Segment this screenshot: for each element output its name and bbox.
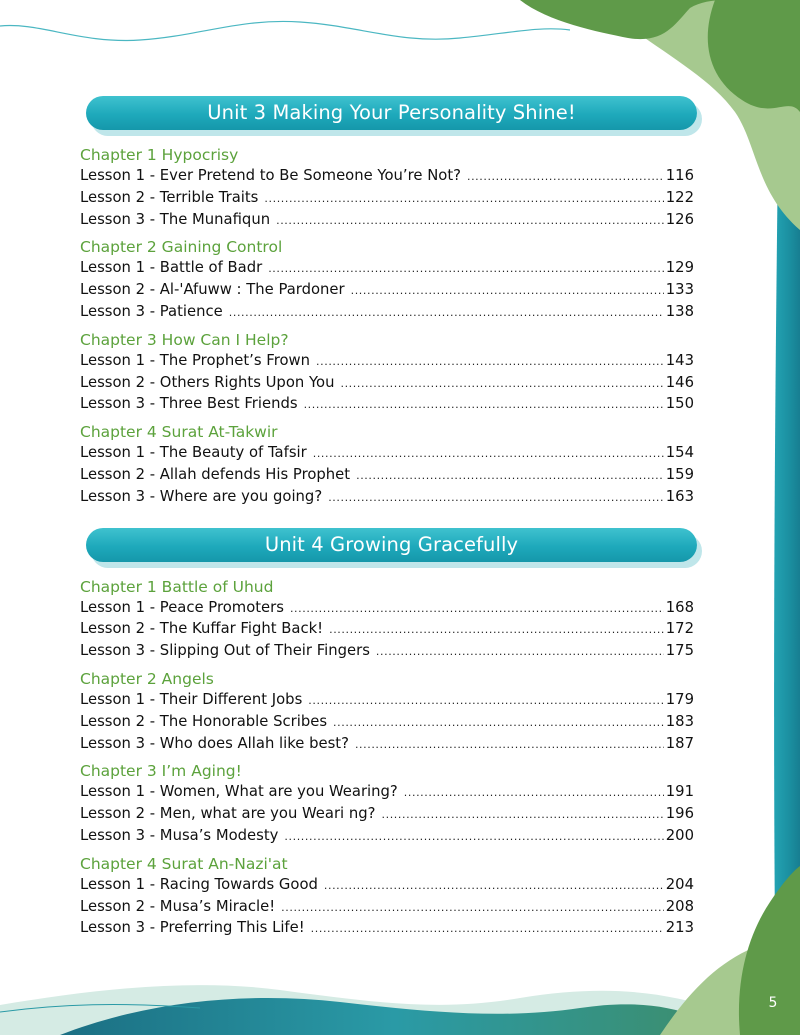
- dot-leader: [308, 690, 663, 712]
- lesson-entry[interactable]: [80, 301, 694, 323]
- lesson-page-number: 146: [665, 373, 694, 391]
- lesson-entry[interactable]: [80, 279, 694, 301]
- bottom-wave-shapes: [0, 985, 730, 1035]
- lesson-page-number: 175: [665, 642, 694, 660]
- lesson-entry[interactable]: [80, 372, 694, 394]
- lesson-entry[interactable]: [80, 689, 694, 711]
- lesson-page-number: 150: [665, 395, 694, 413]
- dot-leader: [467, 166, 664, 188]
- chapter-block: [80, 331, 694, 415]
- lesson-page-number: 196: [665, 805, 694, 823]
- chapter-title: Chapter 3 I’m Aging!: [80, 762, 242, 781]
- lesson-title: Lesson 1 - Racing Towards Good: [80, 875, 318, 893]
- dot-leader: [404, 782, 664, 804]
- lesson-title: Lesson 1 - Battle of Badr: [80, 259, 263, 277]
- unit-3-title-banner: Unit 3 Making Your Personality Shine!: [86, 96, 697, 130]
- lesson-entry[interactable]: [80, 781, 694, 803]
- dot-leader: [229, 302, 664, 324]
- dot-leader: [328, 487, 664, 509]
- chapter-title: Chapter 4 Surat An-Nazi'at: [80, 854, 288, 873]
- chapter-title: Chapter 1 Battle of Uhud: [80, 577, 274, 596]
- chapter-block: [80, 423, 694, 507]
- chapter-title: Chapter 3 How Can I Help?: [80, 330, 289, 349]
- unit-4-contents: [80, 578, 694, 940]
- dot-leader: [324, 875, 664, 897]
- lesson-entry[interactable]: [80, 350, 694, 372]
- lesson-page-number: 213: [665, 919, 694, 937]
- dot-leader: [355, 734, 664, 756]
- lesson-entry[interactable]: [80, 187, 694, 209]
- lesson-entry[interactable]: [80, 486, 694, 508]
- dot-leader: [333, 712, 664, 734]
- table-of-contents: [80, 96, 694, 947]
- lesson-page-number: 163: [665, 487, 694, 505]
- lesson-page-number: 122: [665, 188, 694, 206]
- dot-leader: [284, 826, 663, 848]
- lesson-entry[interactable]: [80, 874, 694, 896]
- dot-leader: [276, 210, 664, 232]
- lesson-entry[interactable]: [80, 825, 694, 847]
- unit-3-contents: [80, 146, 694, 508]
- lesson-page-number: 200: [665, 826, 694, 844]
- lesson-page-number: 133: [665, 281, 694, 299]
- lesson-page-number: 159: [665, 465, 694, 483]
- dot-leader: [356, 465, 664, 487]
- lesson-title: Lesson 3 - Musa’s Modesty: [80, 826, 279, 844]
- lesson-page-number: 116: [665, 167, 694, 184]
- lesson-page-number: 129: [665, 259, 694, 277]
- dot-leader: [268, 258, 664, 280]
- dot-leader: [281, 897, 664, 919]
- lesson-entry[interactable]: [80, 393, 694, 415]
- chapter-title: Chapter 2 Angels: [80, 669, 214, 688]
- chapter-block: [80, 146, 694, 230]
- lesson-entry[interactable]: [80, 442, 694, 464]
- chapter-title: Chapter 4 Surat At-Takwir: [80, 423, 278, 442]
- dot-leader: [290, 598, 664, 620]
- lesson-title: Lesson 2 - Allah defends His Prophet: [80, 465, 351, 483]
- unit-4-title-banner: Unit 4 Growing Gracefully: [86, 528, 697, 562]
- dot-leader: [376, 641, 664, 663]
- chapter-title: Chapter 2 Gaining Control: [80, 238, 283, 257]
- lesson-page-number: 168: [665, 598, 694, 616]
- lesson-entry[interactable]: [80, 711, 694, 733]
- dot-leader: [313, 443, 664, 465]
- page-number: 5: [768, 995, 778, 1011]
- lesson-entry[interactable]: [80, 597, 694, 619]
- lesson-entry[interactable]: [80, 165, 694, 187]
- lesson-entry[interactable]: [80, 733, 694, 755]
- lesson-title: Lesson 1 - The Beauty of Tafsir: [80, 444, 307, 462]
- top-wave-line: [0, 21, 570, 40]
- lesson-page-number: 183: [665, 712, 694, 730]
- dot-leader: [382, 804, 664, 826]
- lesson-title: Lesson 2 - Al-'Afuww : The Pardoner: [80, 281, 345, 299]
- lesson-title: Lesson 1 - The Prophet’s Frown: [80, 351, 311, 369]
- lesson-title: Lesson 2 - The Kuffar Fight Back!: [80, 620, 324, 638]
- lesson-title: Lesson 2 - Musa’s Miracle!: [80, 897, 276, 915]
- lesson-page-number: 126: [665, 210, 694, 228]
- chapter-block: [80, 670, 694, 754]
- lesson-title: Lesson 3 - Preferring This Life!: [80, 919, 305, 937]
- lesson-entry[interactable]: [80, 209, 694, 231]
- lesson-page-number: 187: [665, 734, 694, 752]
- lesson-page-number: 191: [665, 783, 694, 801]
- dot-leader: [329, 619, 664, 641]
- lesson-title: Lesson 1 - Their Different Jobs: [80, 690, 303, 708]
- lesson-title: Lesson 3 - Patience: [80, 302, 223, 320]
- dot-leader: [316, 351, 664, 373]
- lesson-title: Lesson 1 - Peace Promoters: [80, 598, 284, 616]
- lesson-title: Lesson 2 - Others Rights Upon You: [80, 373, 335, 391]
- chapter-block: [80, 762, 694, 846]
- lesson-entry[interactable]: [80, 896, 694, 918]
- dot-leader: [351, 280, 664, 302]
- dot-leader: [304, 394, 664, 416]
- dot-leader: [264, 188, 663, 210]
- lesson-page-number: 204: [665, 875, 694, 893]
- lesson-entry[interactable]: [80, 257, 694, 279]
- lesson-title: Lesson 3 - Where are you going?: [80, 487, 323, 505]
- lesson-title: Lesson 2 - The Honorable Scribes: [80, 712, 328, 730]
- lesson-entry[interactable]: [80, 640, 694, 662]
- lesson-page-number: 138: [665, 302, 694, 320]
- lesson-title: Lesson 1 - Women, What are you Wearing?: [80, 783, 398, 801]
- lesson-title: Lesson 3 - Slipping Out of Their Fingers: [80, 642, 370, 660]
- lesson-title: Lesson 3 - The Munafiqun: [80, 210, 271, 228]
- lesson-entry[interactable]: [80, 917, 694, 939]
- lesson-entry[interactable]: [80, 803, 694, 825]
- chapter-block: [80, 578, 694, 662]
- lesson-title: Lesson 3 - Three Best Friends: [80, 395, 298, 413]
- lesson-entry[interactable]: [80, 464, 694, 486]
- dot-leader: [340, 373, 663, 395]
- chapter-block: [80, 238, 694, 322]
- lesson-page-number: 154: [665, 444, 694, 462]
- lesson-title: Lesson 2 - Terrible Traits: [80, 188, 259, 206]
- chapter-block: [80, 855, 694, 939]
- chapter-title: Chapter 1 Hypocrisy: [80, 146, 239, 164]
- lesson-page-number: 179: [665, 690, 694, 708]
- lesson-page-number: 208: [665, 897, 694, 915]
- lesson-page-number: 143: [665, 351, 694, 369]
- dot-leader: [311, 918, 664, 940]
- lesson-entry[interactable]: [80, 618, 694, 640]
- lesson-title: Lesson 3 - Who does Allah like best?: [80, 734, 349, 752]
- lesson-title: Lesson 2 - Men, what are you Weari ng?: [80, 805, 376, 823]
- lesson-title: Lesson 1 - Ever Pretend to Be Someone You’re Not?: [80, 167, 461, 184]
- lesson-page-number: 172: [665, 620, 694, 638]
